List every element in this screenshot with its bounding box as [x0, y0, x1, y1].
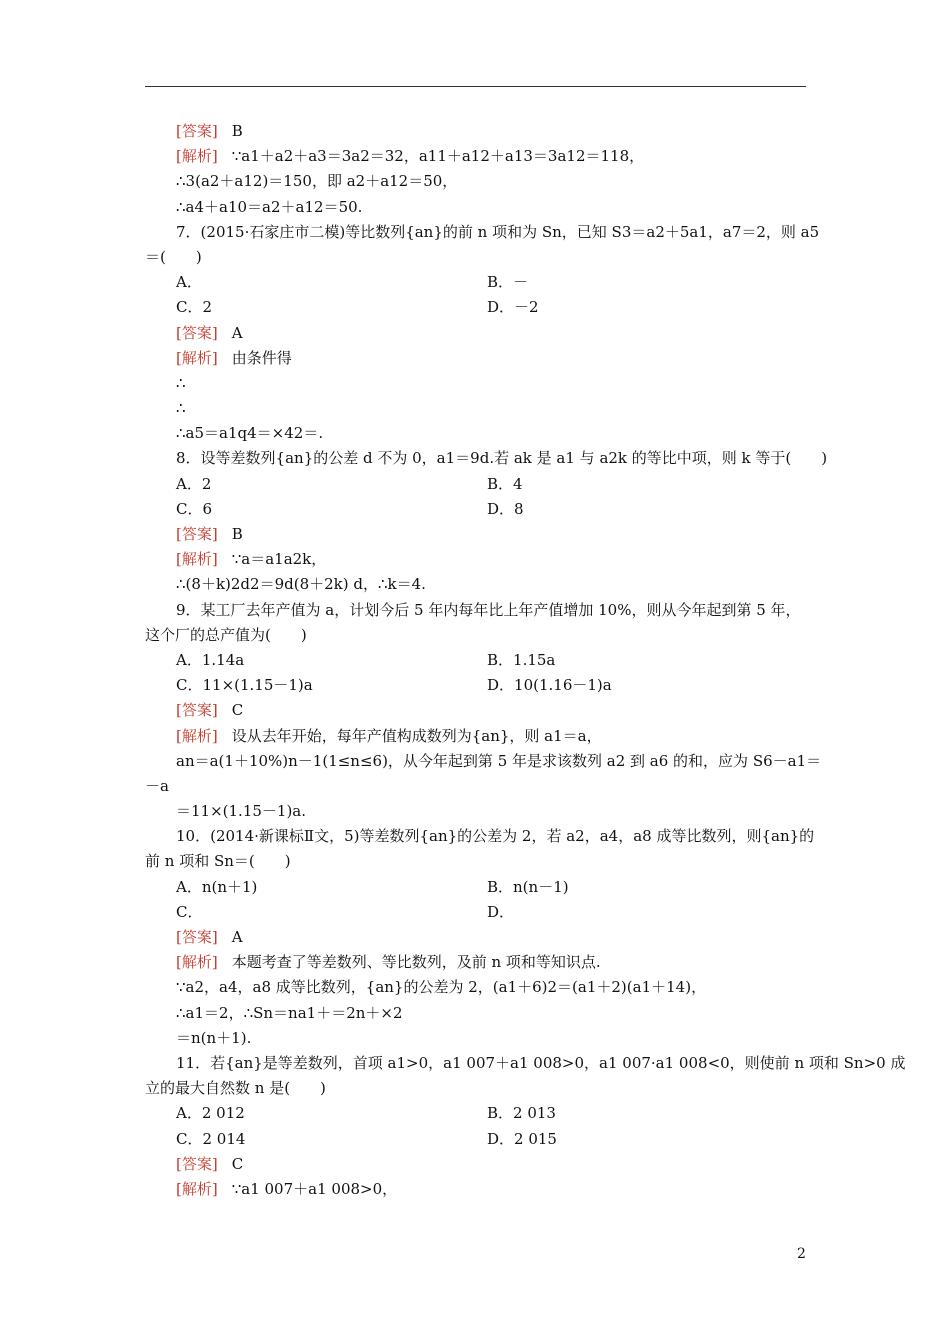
- option-row: [145, 295, 806, 320]
- analysis-line: ＝n(n＋1).: [176, 1028, 252, 1047]
- analysis-text: 设从去年开始，每年产值构成数列为{an}，则 a1＝a，: [231, 726, 602, 745]
- answer-value: C: [231, 701, 244, 720]
- option-row: [145, 497, 806, 522]
- answer-tag: [答案]: [176, 122, 218, 140]
- option-row: [145, 1101, 806, 1126]
- question-stem: 9．某工厂去年产值为 a，计划今后 5 年内每年比上年产值增加 10%，则从今年起到第 5 年，: [176, 600, 801, 619]
- option-row: [145, 648, 806, 673]
- answer-tag: [答案]: [176, 928, 218, 946]
- analysis-line: －a: [145, 776, 169, 795]
- analysis-line: [145, 346, 806, 371]
- option-c: C．2 014: [176, 1129, 246, 1148]
- analysis-tag: [解析]: [176, 726, 218, 745]
- answer-line: [145, 925, 806, 950]
- answer-value: C: [231, 1154, 244, 1173]
- analysis-line: ∴a4＋a10＝a2＋a12＝50.: [176, 197, 363, 216]
- answer-line: [145, 522, 806, 547]
- analysis-line: [145, 950, 806, 975]
- analysis-line: ∴(8＋k)2d2＝9d(8＋2k) d，∴k＝4.: [176, 575, 426, 594]
- option-a: A．2: [176, 474, 212, 493]
- option-b: B．n(n－1): [487, 877, 569, 896]
- analysis-line: ∴: [176, 399, 186, 418]
- analysis-line: ∴a1＝2，∴Sn＝na1＋＝2n＋×2: [176, 1003, 403, 1022]
- analysis-text: ∵a＝a1a2k，: [231, 550, 327, 569]
- analysis-line: [145, 144, 806, 169]
- analysis-line: an＝a(1＋10%)n－1(1≤n≤6)，从今年起到第 5 年是求该数列 a2 到 a6 的和，应为 S6－a1＝: [176, 751, 822, 770]
- answer-line: [145, 119, 806, 144]
- answer-tag: [答案]: [176, 323, 218, 342]
- analysis-line: [145, 1177, 806, 1202]
- analysis-line: ∴: [176, 373, 186, 392]
- answer-value: A: [231, 323, 243, 342]
- question-stem: 这个厂的总产值为( ): [145, 625, 307, 644]
- option-c: C．11×(1.15－1)a: [176, 676, 313, 695]
- page-content: [145, 119, 906, 1202]
- option-b: B．－: [487, 273, 529, 292]
- option-b: B．4: [487, 474, 523, 493]
- option-a: A．1.14a: [176, 650, 245, 669]
- analysis-tag: [解析]: [176, 550, 218, 569]
- analysis-line: ＝11×(1.15－1)a.: [176, 802, 307, 821]
- option-a: A．2 012: [176, 1104, 245, 1123]
- question-stem: 8．设等差数列{an}的公差 d 不为 0，a1＝9d.若 ak 是 a1 与 a2k 的等比中项，则 k 等于( ): [176, 449, 828, 468]
- option-d: D．8: [487, 499, 524, 518]
- option-row: [145, 1127, 806, 1152]
- analysis-line: ∴3(a2＋a12)＝150，即 a2＋a12＝50，: [176, 172, 458, 191]
- answer-line: [145, 698, 806, 723]
- analysis-line: ∵a2，a4，a8 成等比数列，{an}的公差为 2，(a1＋6)2＝(a1＋2)(a1＋14)，: [176, 978, 707, 997]
- answer-value: A: [231, 928, 243, 946]
- analysis-tag: [解析]: [176, 147, 218, 166]
- option-b: B．2 013: [487, 1104, 556, 1123]
- option-c: C．2: [176, 298, 213, 317]
- question-stem: 10．(2014·新课标Ⅱ文，5)等差数列{an}的公差为 2，若 a2，a4，a8 成等比数列，则{an}的: [176, 827, 815, 846]
- option-row: [145, 673, 806, 698]
- header-rule: [145, 86, 806, 87]
- analysis-text: 本题考查了等差数列、等比数列，及前 n 项和等知识点.: [231, 953, 601, 972]
- answer-value: B: [231, 525, 243, 543]
- option-d: D．－2: [487, 298, 539, 317]
- answer-tag: [答案]: [176, 1154, 218, 1173]
- question-stem: ＝( ): [145, 247, 202, 266]
- analysis-line: [145, 724, 806, 749]
- option-b: B．1.15a: [487, 650, 556, 669]
- option-d: D．10(1.16－1)a: [487, 676, 612, 695]
- option-row: [145, 270, 806, 295]
- analysis-line: ∴a5＝a1q4＝×42＝.: [176, 424, 324, 443]
- option-c: C．: [176, 902, 203, 921]
- option-d: D．: [487, 902, 515, 921]
- option-d: D．2 015: [487, 1129, 557, 1148]
- answer-value: B: [231, 122, 243, 140]
- analysis-tag: [解析]: [176, 348, 218, 367]
- question-stem: 前 n 项和 Sn＝( ): [145, 852, 291, 871]
- analysis-text: 由条件得: [231, 348, 292, 367]
- option-a: A．: [176, 273, 202, 292]
- analysis-tag: [解析]: [176, 953, 218, 972]
- option-row: [145, 472, 806, 497]
- analysis-tag: [解析]: [176, 1179, 218, 1198]
- page-number: 2: [797, 1246, 806, 1262]
- answer-line: [145, 321, 806, 346]
- option-c: C．6: [176, 499, 213, 518]
- analysis-text: ∵a1 007＋a1 008>0，: [231, 1179, 398, 1198]
- option-row: [145, 900, 806, 925]
- analysis-line: [145, 547, 806, 572]
- answer-tag: [答案]: [176, 525, 218, 543]
- option-a: A．n(n＋1): [176, 877, 258, 896]
- analysis-text: ∵a1＋a2＋a3＝3a2＝32，a11＋a12＋a13＝3a12＝118，: [231, 147, 645, 166]
- question-stem: 立的最大自然数 n 是( ): [145, 1079, 326, 1098]
- question-stem: 11．若{an}是等差数列，首项 a1>0，a1 007＋a1 008>0，a1 007·a1 008<0，则使前 n 项和 Sn>0 成: [176, 1053, 906, 1072]
- question-stem: 7．(2015·石家庄市二模)等比数列{an}的前 n 项和为 Sn，已知 S3＝a2＋5a1，a7＝2，则 a5: [176, 222, 820, 241]
- answer-line: [145, 1152, 806, 1177]
- answer-tag: [答案]: [176, 701, 218, 720]
- option-row: [145, 875, 806, 900]
